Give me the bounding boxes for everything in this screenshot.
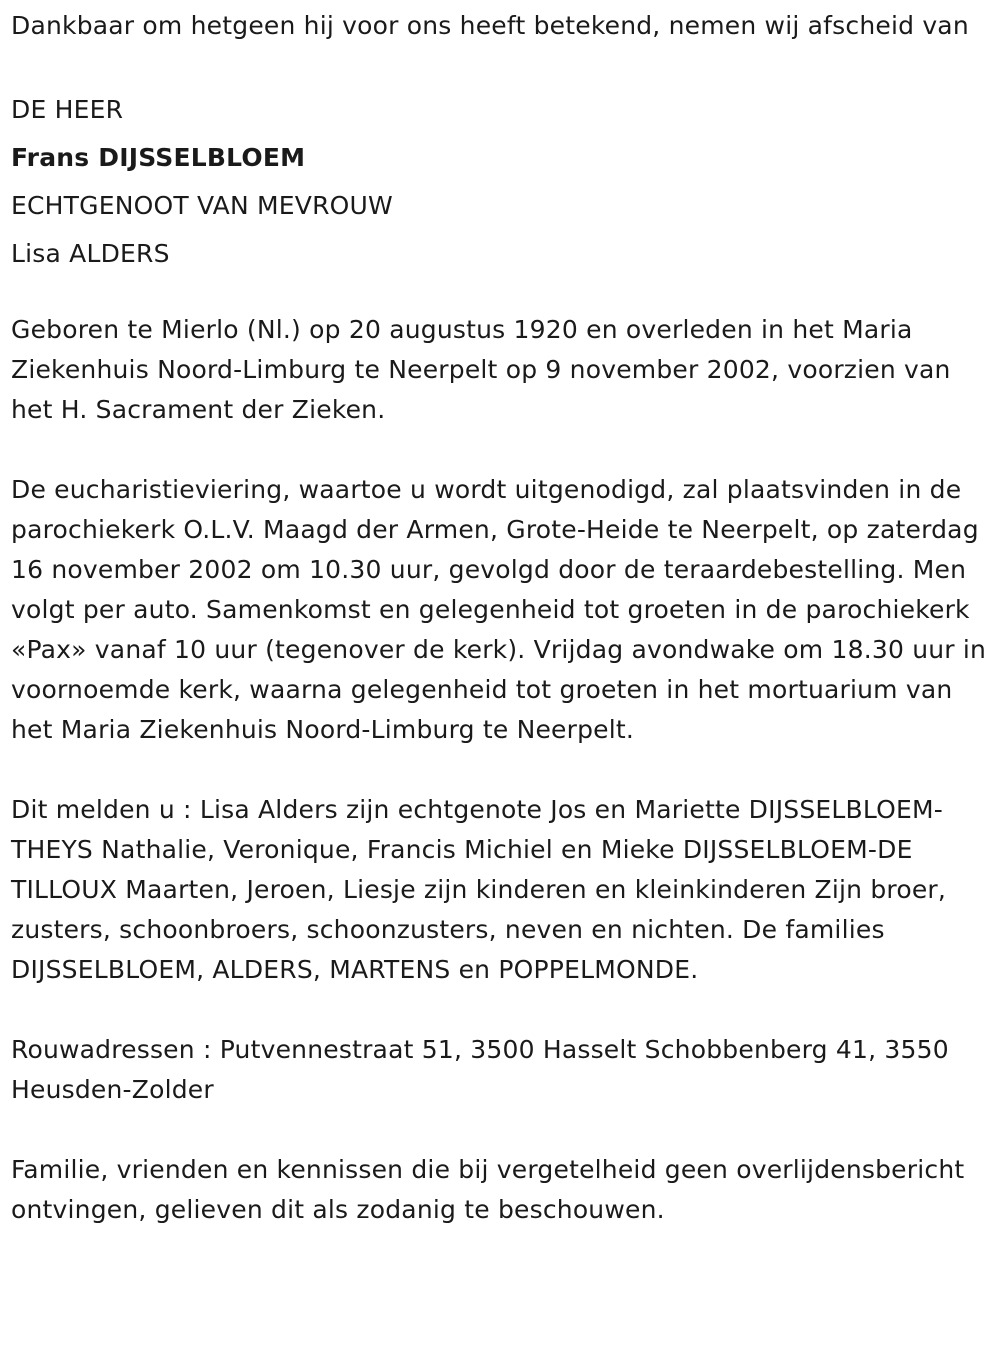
family-paragraph: Dit melden u : Lisa Alders zijn echtgenote Jos en Mariette DIJSSELBLOEM-THEYS Nathalie, Veronique, Francis Michiel en Mieke DIJSSELBLOEM-DE TILLOUX Maarten, Jeroen, Liesje zijn kinderen en kleinkinderen Zijn broer, zusters, schoonbroers, schoonzusters, neven en nichten. De families DIJSSELBLOEM, ALDERS, MARTENS en POPPELMONDE. [11, 795, 947, 984]
closing-paragraph: Familie, vrienden en kennissen die bij vergetelheid geen overlijdensbericht ontvingen, gelieven dit als zodanig te beschouwen. [11, 1155, 965, 1224]
birth-death-paragraph: Geboren te Mierlo (Nl.) op 20 augustus 1920 en overleden in het Maria Ziekenhuis Noord-Limburg te Neerpelt op 9 november 2002, voorzien van het H. Sacrament der Zieken. [11, 315, 951, 424]
intro-text: Dankbaar om hetgeen hij voor ons heeft betekend, nemen wij afscheid van [11, 11, 969, 40]
spouse-name: Lisa ALDERS [11, 239, 170, 268]
deceased-name: Frans DIJSSELBLOEM [11, 143, 306, 172]
obituary-document [11, 6, 996, 1230]
honorific: DE HEER [11, 95, 124, 124]
addresses-paragraph: Rouwadressen : Putvennestraat 51, 3500 Hasselt Schobbenberg 41, 3550 Heusden-Zolder [11, 1035, 949, 1104]
relation-text: ECHTGENOOT VAN MEVROUW [11, 191, 393, 220]
deceased-heading [11, 86, 996, 278]
ceremony-paragraph: De eucharistieviering, waartoe u wordt uitgenodigd, zal plaatsvinden in de parochiekerk O.L.V. Maagd der Armen, Grote-Heide te Neerpelt, op zaterdag 16 november 2002 om 10.30 uur, gevolgd door de teraardebestelling. Men volgt per auto. Samenkomst en gelegenheid tot groeten in de parochiekerk «Pax» vanaf 10 uur (tegenover de kerk). Vrijdag avondwake om 18.30 uur in voornoemde kerk, waarna gelegenheid tot groeten in het mortuarium van het Maria Ziekenhuis Noord-Limburg te Neerpelt. [11, 475, 987, 744]
